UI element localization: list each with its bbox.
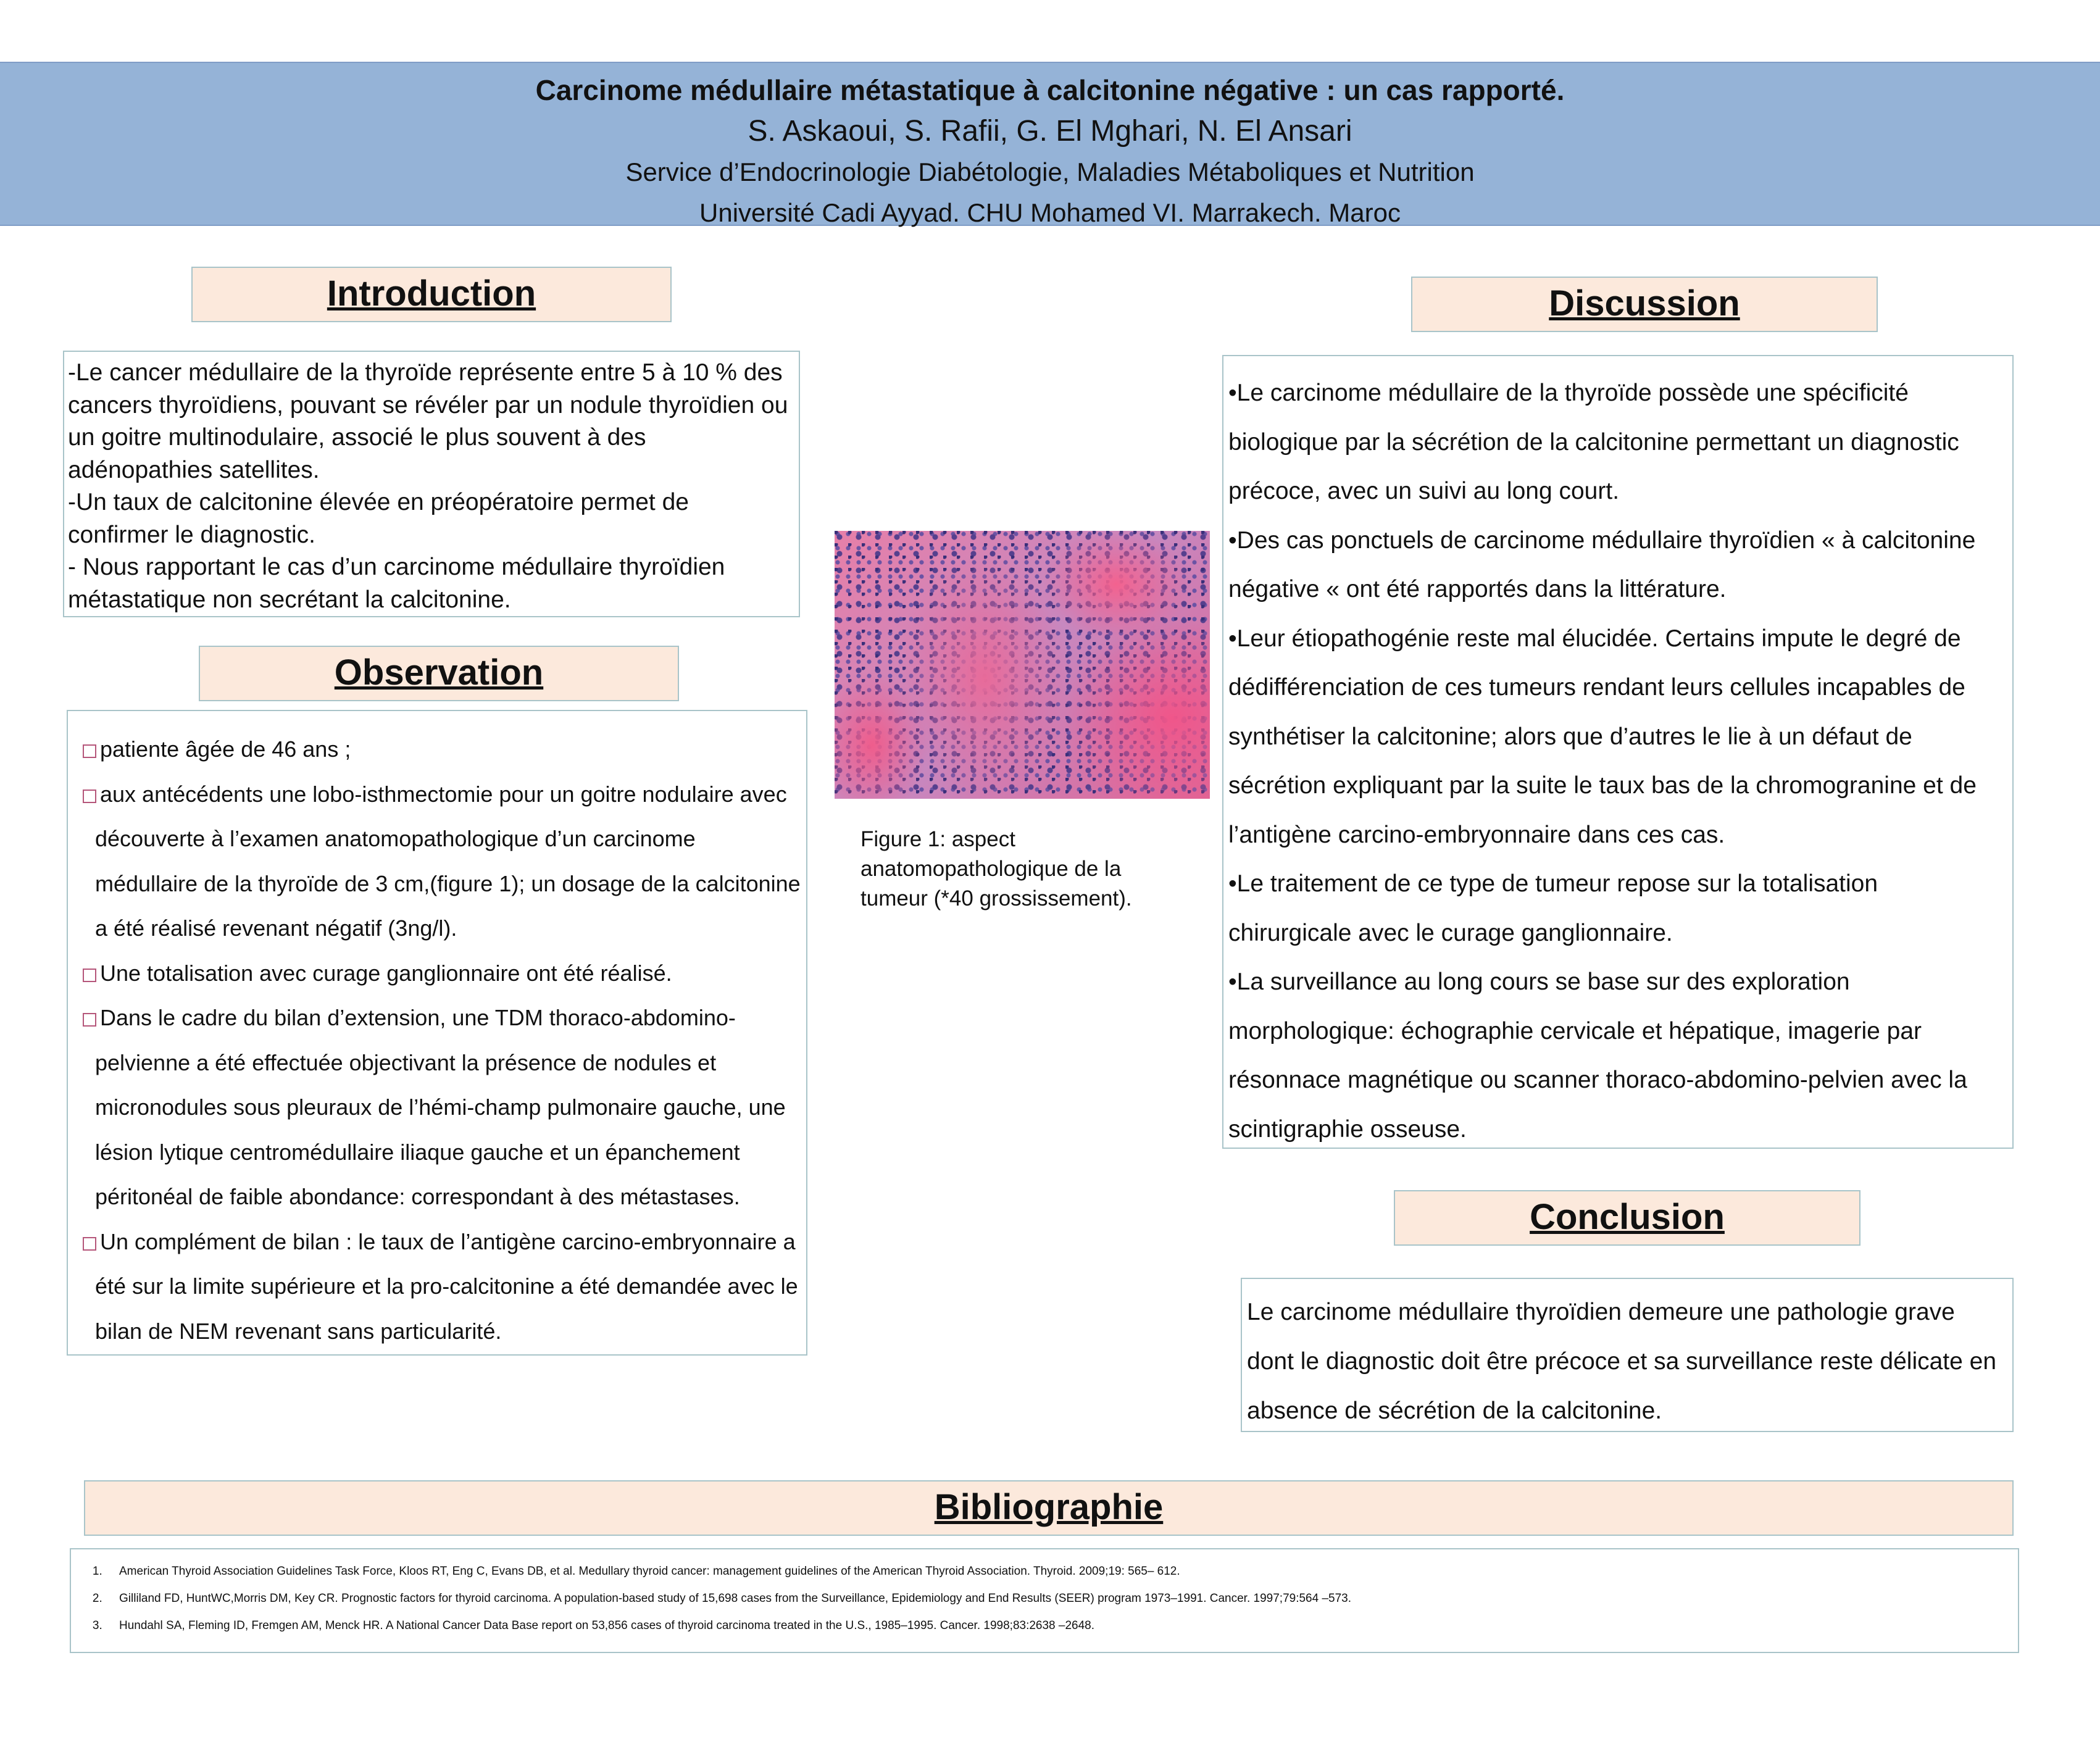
observation-item bbox=[73, 772, 801, 951]
discussion-paragraph: •Des cas ponctuels de carcinome médullaire thyroïdien « à calcitonine négative « ont été rapportés dans la littérature. bbox=[1228, 527, 1976, 602]
observation-box bbox=[67, 710, 807, 1356]
introduction-paragraph: - Nous rapportant le cas d’un carcinome médullaire thyroïdien métastatique non secrétant la calcitonine. bbox=[68, 554, 725, 613]
bibliography-box bbox=[70, 1548, 2019, 1653]
discussion-paragraph: •Le traitement de ce type de tumeur repose sur la totalisation chirurgicale avec le curage ganglionnaire. bbox=[1228, 870, 1878, 946]
bibliography-reference: 3. Hundahl SA, Fleming ID, Fremgen AM, Menck HR. A National Cancer Data Base report on 53,856 cases of thyroid carcinoma treated in the U.S., 1985–1995. Cancer. 1998;83:2638 –2648. bbox=[106, 1612, 2012, 1640]
introduction-paragraph: -Le cancer médullaire de la thyroïde représente entre 5 à 10 % des cancers thyroïdiens, pouvant se révéler par un nodule thyroïdien ou un goitre multinodulaire, associé le plus souvent à des adénopathies satellites. bbox=[68, 359, 788, 483]
discussion-heading: Discussion bbox=[1411, 277, 1878, 332]
poster-header bbox=[0, 62, 2100, 226]
square-bullet-icon bbox=[83, 744, 96, 758]
introduction-box bbox=[63, 351, 800, 617]
introduction-heading: Introduction bbox=[191, 267, 672, 322]
observation-item bbox=[73, 951, 801, 996]
discussion-paragraph: •Leur étiopathogénie reste mal élucidée. Certains impute le degré de dédifférenciation de ces tumeurs rendant leurs cellules incapables de synthétiser la calcitonine; alors que d’autres le lie à un défaut de sécrétion expliquant par la suite le taux bas de la chromogranine et de l’antigène carcino-embryonnaire dans ces cas. bbox=[1228, 625, 1977, 848]
observation-heading: Observation bbox=[199, 646, 679, 701]
bibliography-reference: 2. Gilliland FD, HuntWC,Morris DM, Key CR. Prognostic factors for thyroid carcinoma. A population-based study of 15,698 cases from the Surveillance, Epidemiology and End Results (SEER) program 1973–1991. Cancer. 1997;79:564 –573. bbox=[106, 1585, 2012, 1612]
poster-affiliation-service: Service d’Endocrinologie Diabétologie, Maladies Métaboliques et Nutrition bbox=[625, 157, 1475, 186]
observation-item-text: aux antécédents une lobo-isthmectomie pour un goitre nodulaire avec découverte à l’examen anatomopathologique d’un carcinome médullaire de la thyroïde de 3 cm,(figure 1); un dosage de la calcitonine a été réalisé revenant négatif (3ng/l). bbox=[95, 781, 801, 941]
observation-item-text: Un complément de bilan : le taux de l’antigène carcino-embryonnaire a été sur la limite supérieure et la pro-calcitonine a été demandée avec le bilan de NEM revenant sans particularité. bbox=[95, 1228, 798, 1344]
observation-item-text: Une totalisation avec curage ganglionnaire ont été réalisé. bbox=[100, 960, 672, 986]
bibliography-reference: 1. American Thyroid Association Guidelines Task Force, Kloos RT, Eng C, Evans DB, et al. Medullary thyroid cancer: management guidelines of the American Thyroid Association. Thyroid. 2009;19: 565– 612. bbox=[106, 1558, 2012, 1585]
poster-title: Carcinome médullaire métastatique à calcitonine négative : un cas rapporté. bbox=[535, 74, 1565, 106]
conclusion-text: Le carcinome médullaire thyroïdien demeure une pathologie grave dont le diagnostic doit être précoce et sa surveillance reste délicate en absence de sécrétion de la calcitonine. bbox=[1247, 1299, 1997, 1424]
square-bullet-icon bbox=[83, 1013, 96, 1027]
observation-item-text: patiente âgée de 46 ans ; bbox=[100, 736, 351, 762]
bibliography-list bbox=[77, 1558, 2012, 1640]
conclusion-heading: Conclusion bbox=[1394, 1190, 1860, 1246]
discussion-box bbox=[1222, 355, 2014, 1149]
square-bullet-icon bbox=[83, 790, 96, 803]
conclusion-box bbox=[1241, 1278, 2014, 1432]
poster-affiliation-university: Université Cadi Ayyad. CHU Mohamed VI. Marrakech. Maroc bbox=[699, 198, 1401, 227]
observation-item-text: Dans le cadre du bilan d’extension, une TDM thoraco-abdomino-pelvienne a été effectuée objectivant la présence de nodules et micronodules sous pleuraux de l’hémi-champ pulmonaire gauche, une lésion lytique centromédullaire iliaque gauche et un épanchement péritonéal de faible abondance: correspondant à des métastases. bbox=[95, 1005, 786, 1209]
figure-caption: Figure 1: aspect anatomopathologique de la tumeur (*40 grossissement). bbox=[860, 827, 1132, 910]
observation-item bbox=[73, 1220, 801, 1354]
square-bullet-icon bbox=[83, 969, 96, 982]
histology-figure-image bbox=[835, 531, 1210, 799]
introduction-paragraph: -Un taux de calcitonine élevée en préopératoire permet de confirmer le diagnostic. bbox=[68, 489, 689, 548]
poster-authors: S. Askaoui, S. Rafii, G. El Mghari, N. El Ansari bbox=[748, 115, 1352, 148]
observation-item bbox=[73, 996, 801, 1220]
observation-item bbox=[73, 727, 801, 772]
discussion-paragraph: •La surveillance au long cours se base sur des exploration morphologique: échographie cervicale et hépatique, imagerie par résonnace magnétique ou scanner thoraco-abdomino-pelvien avec la scintigraphie osseuse. bbox=[1228, 969, 1967, 1143]
square-bullet-icon bbox=[83, 1237, 96, 1251]
discussion-paragraph: •Le carcinome médullaire de la thyroïde possède une spécificité biologique par la sécrétion de la calcitonine permettant un diagnostic précoce, avec un suivi au long court. bbox=[1228, 380, 1959, 504]
bibliography-heading: Bibliographie bbox=[84, 1480, 2014, 1536]
